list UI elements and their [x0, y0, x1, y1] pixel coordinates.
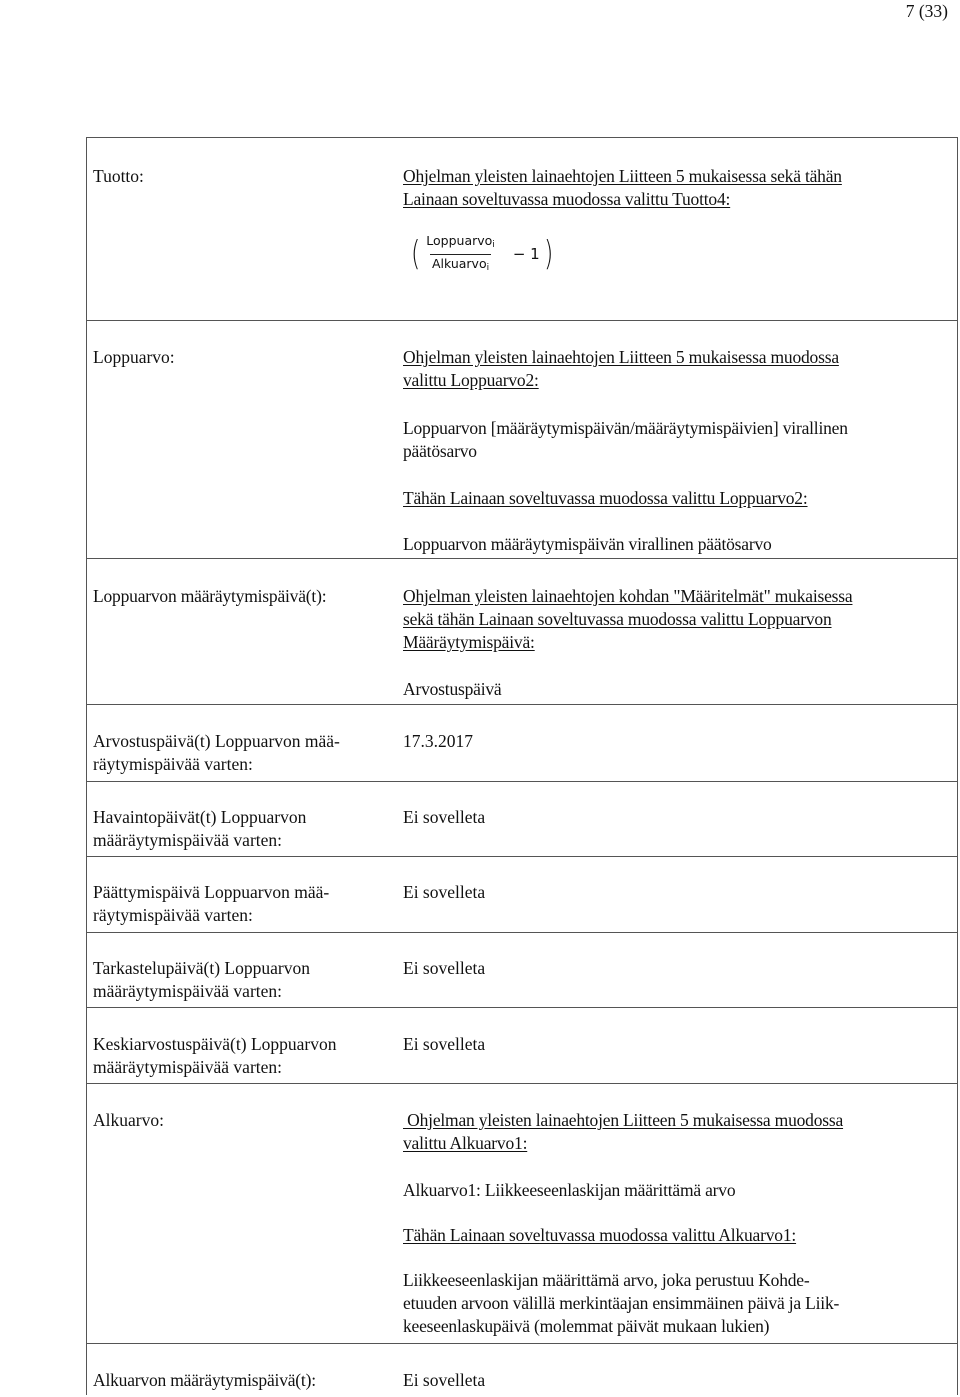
havaintopaivat-label-line2: määräytymispäivää varten:: [93, 830, 283, 850]
tuotto-text-line2: Lainaan soveltuvassa muodossa valittu Tuotto4:: [403, 189, 731, 209]
tuotto-formula: [409, 233, 555, 275]
loppuarvo-p1-line1: Ohjelman yleisten lainaehtojen Liitteen 5 mukaisessa muodossa: [403, 347, 839, 367]
alkuarvo-p3: Tähän Lainaan soveltuvassa muodossa valittu Alkuarvo1:: [403, 1225, 797, 1245]
row-divider: [87, 1007, 957, 1008]
label-alkuarvon-maaraytymispaiva: Alkuarvon määräytymispäivä(t):: [93, 1370, 316, 1390]
terms-table: [86, 137, 958, 1395]
alkuarvo-p4-line2: etuuden arvoon välillä merkintäajan ensimmäinen päivä ja Liik-: [403, 1293, 840, 1313]
formula-denominator: Alkuarvo$_i$: [430, 254, 491, 277]
page-number: 7 (33): [905, 1, 948, 21]
havaintopaivat-label-line1: Havaintopäivät(t) Loppuarvon: [93, 807, 307, 827]
formula-open-paren: (: [410, 234, 421, 274]
label-tarkastelupaiva: [93, 957, 383, 1003]
paattymispaiva-value: Ei sovelleta: [403, 882, 486, 902]
lmp-p1-line3: Määräytymispäivä:: [403, 632, 535, 652]
row-divider: [87, 856, 957, 857]
tuotto-description: [403, 165, 953, 211]
row-divider: [87, 1083, 957, 1084]
loppuarvo-p2-line2: päätösarvo: [403, 441, 477, 461]
alkuarvo-p4-line1: Liikkeeseenlaskijan määrittämä arvo, joka perustuu Kohde-: [403, 1270, 810, 1290]
keskiarvostuspaiva-label-line2: määräytymispäivää varten:: [93, 1057, 283, 1077]
lmp-p1-line1: Ohjelman yleisten lainaehtojen kohdan "Määritelmät" mukaisessa: [403, 586, 853, 606]
tarkastelupaiva-value: Ei sovelleta: [403, 958, 486, 978]
row-divider: [87, 932, 957, 933]
tuotto-text-line1: Ohjelman yleisten lainaehtojen Liitteen 5 mukaisessa sekä tähän: [403, 166, 842, 186]
lmp-p1-line2: sekä tähän Lainaan soveltuvassa muodossa valittu Loppuarvon: [403, 609, 832, 629]
paattymispaiva-label-line2: räytymispäivää varten:: [93, 905, 253, 925]
row-divider: [87, 558, 957, 559]
havaintopaivat-value: Ei sovelleta: [403, 807, 486, 827]
formula-minus-one: − 1: [512, 244, 540, 263]
formula-fraction: [424, 232, 497, 277]
row-divider: [87, 704, 957, 705]
alkuarvon-maaraytymispaiva-value: Ei sovelleta: [403, 1370, 486, 1390]
alkuarvo-p1-line2: valittu Alkuarvo1:: [403, 1133, 528, 1153]
loppuarvo-p2: [403, 417, 953, 463]
loppuarvon-maaraytymispaiva-p1: [403, 585, 953, 654]
keskiarvostuspaiva-value: Ei sovelleta: [403, 1034, 486, 1054]
loppuarvo-p1: [403, 346, 953, 392]
paattymispaiva-label-line1: Päättymispäivä Loppuarvon mää-: [93, 882, 330, 902]
loppuarvo-p1-line2: valittu Loppuarvo2:: [403, 370, 539, 390]
loppuarvon-maaraytymispaiva-p2: Arvostuspäivä: [403, 679, 502, 699]
alkuarvo-p4: [403, 1269, 953, 1338]
alkuarvo-p1-line1: Ohjelman yleisten lainaehtojen Liitteen 5 mukaisessa muodossa: [403, 1110, 844, 1130]
arvostuspaiva-label-line1: Arvostuspäivä(t) Loppuarvon mää-: [93, 731, 340, 751]
arvostuspaiva-value: 17.3.2017: [403, 731, 473, 751]
loppuarvo-p2-line1: Loppuarvon [määräytymispäivän/määräytymispäivien] virallinen: [403, 418, 848, 438]
row-divider: [87, 1343, 957, 1344]
alkuarvo-p2: Alkuarvo1: Liikkeeseenlaskijan määrittämä arvo: [403, 1180, 736, 1200]
loppuarvo-p4: Loppuarvon määräytymispäivän virallinen päätösarvo: [403, 534, 772, 554]
arvostuspaiva-label-line2: räytymispäivää varten:: [93, 754, 253, 774]
label-loppuarvo: Loppuarvo:: [93, 347, 175, 367]
alkuarvo-p4-line3: keeseenlaskupäivä (molemmat päivät mukaan lukien): [403, 1316, 770, 1336]
label-alkuarvo: Alkuarvo:: [93, 1110, 164, 1130]
label-keskiarvostuspaiva: [93, 1033, 383, 1079]
alkuarvo-p1: [403, 1109, 953, 1155]
label-havaintopaivat: [93, 806, 383, 852]
tarkastelupaiva-label-line2: määräytymispäivää varten:: [93, 981, 283, 1001]
label-paattymispaiva: [93, 881, 383, 927]
formula-close-paren: ): [543, 234, 553, 274]
row-divider: [87, 320, 957, 321]
label-loppuarvon-maaraytymispaiva: Loppuarvon määräytymispäivä(t):: [93, 586, 327, 606]
loppuarvo-p3: Tähän Lainaan soveltuvassa muodossa valittu Loppuarvo2:: [403, 488, 808, 508]
formula-numerator: Loppuarvo$_i$: [426, 232, 495, 250]
row-divider: [87, 781, 957, 782]
label-tuotto: Tuotto:: [93, 166, 144, 186]
keskiarvostuspaiva-label-line1: Keskiarvostuspäivä(t) Loppuarvon: [93, 1034, 337, 1054]
tarkastelupaiva-label-line1: Tarkastelupäivä(t) Loppuarvon: [93, 958, 310, 978]
label-arvostuspaiva: [93, 730, 383, 776]
